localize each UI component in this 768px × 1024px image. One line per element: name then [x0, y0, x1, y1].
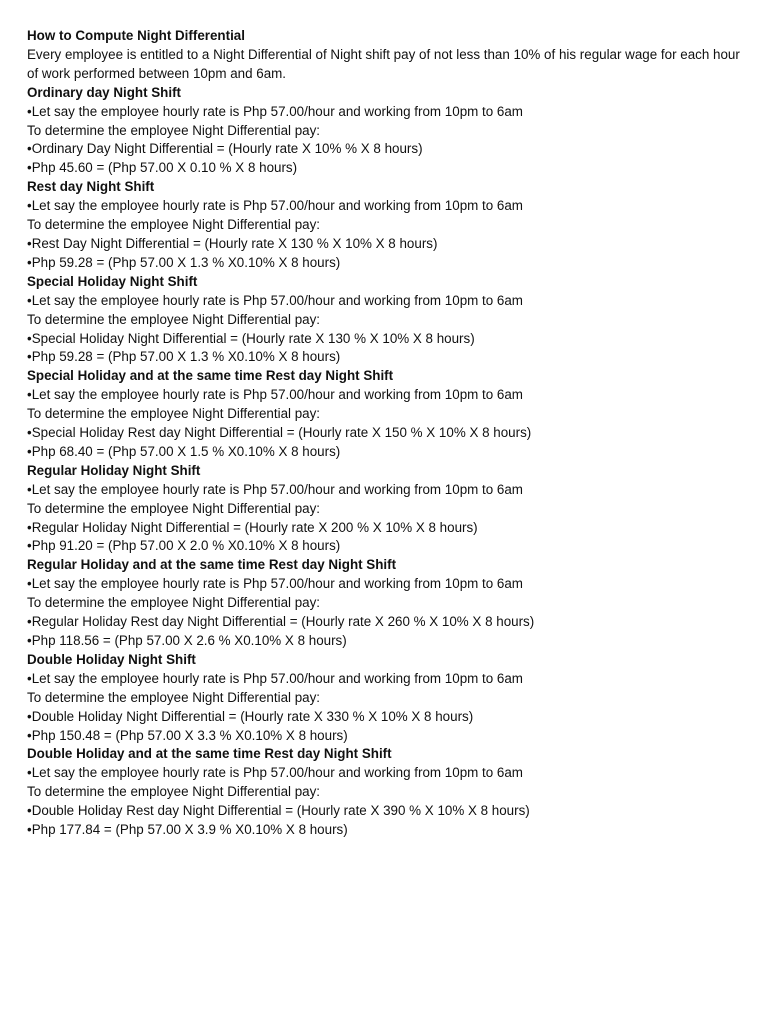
bullet-line: •Php 59.28 = (Php 57.00 X 1.3 % X0.10% X 8 hours)	[27, 254, 341, 270]
instruction-line: To determine the employee Night Differential pay:	[27, 689, 321, 705]
instruction-line: To determine the employee Night Differential pay:	[27, 500, 321, 516]
section	[27, 84, 747, 179]
section	[27, 367, 747, 462]
bullet-line: •Let say the employee hourly rate is Php 57.00/hour and working from 10pm to 6am	[27, 670, 523, 686]
instruction-line: To determine the employee Night Differential pay:	[27, 784, 321, 800]
instruction-line: To determine the employee Night Differential pay:	[27, 122, 321, 138]
bullet-line: •Double Holiday Rest day Night Differential = (Hourly rate X 390 % X 10% X 8 hours)	[27, 803, 530, 819]
bullet-line: •Rest Day Night Differential = (Hourly rate X 130 % X 10% X 8 hours)	[27, 235, 438, 251]
bullet-line: •Regular Holiday Night Differential = (Hourly rate X 200 % X 10% X 8 hours)	[27, 519, 478, 535]
instruction-line: To determine the employee Night Differential pay:	[27, 217, 321, 233]
bullet-line: •Let say the employee hourly rate is Php 57.00/hour and working from 10pm to 6am	[27, 103, 523, 119]
section-heading: Regular Holiday and at the same time Rest day Night Shift	[27, 557, 397, 573]
section-heading: Special Holiday Night Shift	[27, 273, 198, 289]
bullet-line: •Let say the employee hourly rate is Php 57.00/hour and working from 10pm to 6am	[27, 576, 523, 592]
section-heading: Ordinary day Night Shift	[27, 84, 182, 100]
section	[27, 745, 747, 840]
section-heading: Special Holiday and at the same time Rest day Night Shift	[27, 368, 394, 384]
bullet-line: •Let say the employee hourly rate is Php 57.00/hour and working from 10pm to 6am	[27, 765, 523, 781]
bullet-line: •Php 59.28 = (Php 57.00 X 1.3 % X0.10% X 8 hours)	[27, 349, 341, 365]
bullet-line: •Ordinary Day Night Differential = (Hourly rate X 10% % X 8 hours)	[27, 141, 423, 157]
bullet-line: •Php 91.20 = (Php 57.00 X 2.0 % X0.10% X 8 hours)	[27, 538, 341, 554]
section	[27, 556, 747, 651]
section-heading: Regular Holiday Night Shift	[27, 462, 201, 478]
bullet-line: •Let say the employee hourly rate is Php 57.00/hour and working from 10pm to 6am	[27, 387, 523, 403]
document-body	[27, 27, 747, 840]
sections-container	[27, 84, 747, 840]
bullet-line: •Let say the employee hourly rate is Php 57.00/hour and working from 10pm to 6am	[27, 292, 523, 308]
instruction-line: To determine the employee Night Differential pay:	[27, 595, 321, 611]
bullet-line: •Let say the employee hourly rate is Php 57.00/hour and working from 10pm to 6am	[27, 198, 523, 214]
instruction-line: To determine the employee Night Differential pay:	[27, 406, 321, 422]
section	[27, 651, 747, 746]
bullet-line: •Php 150.48 = (Php 57.00 X 3.3 % X0.10% X 8 hours)	[27, 727, 348, 743]
bullet-line: •Php 118.56 = (Php 57.00 X 2.6 % X0.10% X 8 hours)	[27, 633, 347, 648]
instruction-line: To determine the employee Night Differential pay:	[27, 311, 321, 327]
bullet-line: •Special Holiday Rest day Night Differential = (Hourly rate X 150 % X 10% X 8 hours)	[27, 425, 532, 441]
document-title: How to Compute Night Differential	[27, 28, 245, 43]
bullet-line: •Let say the employee hourly rate is Php 57.00/hour and working from 10pm to 6am	[27, 481, 523, 497]
section-heading: Rest day Night Shift	[27, 179, 155, 195]
bullet-line: •Php 68.40 = (Php 57.00 X 1.5 % X0.10% X 8 hours)	[27, 443, 341, 459]
section	[27, 273, 747, 368]
section-heading: Double Holiday and at the same time Rest day Night Shift	[27, 746, 392, 762]
bullet-line: •Special Holiday Night Differential = (Hourly rate X 130 % X 10% X 8 hours)	[27, 330, 475, 346]
intro-paragraph: Every employee is entitled to a Night Differential of Night shift pay of not less than 10% of his regular wage for each hour of work performed between 10pm and 6am.	[27, 46, 740, 81]
bullet-line: •Regular Holiday Rest day Night Differential = (Hourly rate X 260 % X 10% X 8 hours)	[27, 614, 535, 630]
section	[27, 178, 747, 273]
bullet-line: •Php 177.84 = (Php 57.00 X 3.9 % X0.10% X 8 hours)	[27, 822, 348, 838]
section	[27, 462, 747, 557]
bullet-line: •Double Holiday Night Differential = (Hourly rate X 330 % X 10% X 8 hours)	[27, 708, 474, 724]
bullet-line: •Php 45.60 = (Php 57.00 X 0.10 % X 8 hours)	[27, 160, 298, 176]
section-heading: Double Holiday Night Shift	[27, 651, 196, 667]
